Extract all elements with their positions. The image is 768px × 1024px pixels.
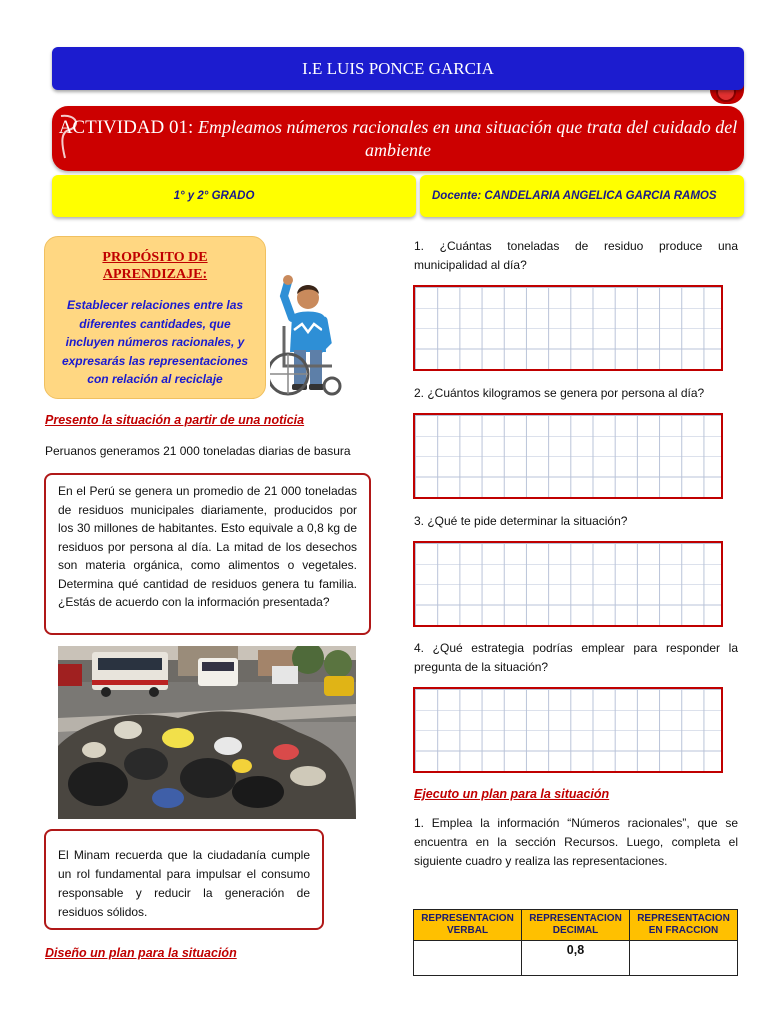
- cell-fraction[interactable]: [630, 941, 738, 976]
- cell-verbal[interactable]: [414, 941, 522, 976]
- answer-grid-3[interactable]: [413, 541, 723, 627]
- school-name-bar: [52, 47, 744, 90]
- answer-grid-2[interactable]: [413, 413, 723, 499]
- task-1-text: 1. Emplea la información “Números racionales”, que se encuentra en la sección Recursos. Luego, completa el siguiente cuadro y realiza las representaciones.: [414, 816, 738, 868]
- garbage-street-photo: [58, 646, 356, 819]
- purpose-text: Establecer relaciones entre las diferentes cantidades, que incluyen números racionales, y expresarás las representaciones con relación al reciclaje: [61, 298, 249, 386]
- activity-title: Empleamos números racionales en una situación que trata del cuidado del ambiente: [198, 117, 738, 160]
- teacher-box: [420, 175, 744, 217]
- cell-decimal[interactable]: 0,8: [522, 941, 630, 976]
- purpose-card: [44, 236, 266, 399]
- banner-curl-icon: [55, 112, 85, 162]
- grade-box: [52, 175, 416, 217]
- minam-text: El Minam recuerda que la ciudadanía cumple un rol fundamental para impulsar el consumo responsable y reducir la generación de residuos sólidos.: [58, 848, 310, 919]
- table-header-row: [414, 910, 738, 941]
- question-3: 3. ¿Qué te pide determinar la situación?: [414, 514, 628, 528]
- news-title: Peruanos generamos 21 000 toneladas diarias de basura: [45, 444, 351, 458]
- wheelchair-student-icon: [270, 266, 346, 402]
- story-box: [44, 473, 371, 635]
- present-situation-heading: Presento la situación a partir de una noticia: [45, 413, 305, 427]
- teacher-label: Docente: CANDELARIA ANGELICA GARCIA RAMOS: [432, 190, 717, 202]
- question-2: 2. ¿Cuántos kilogramos se genera por persona al día?: [414, 386, 705, 400]
- representation-table: [413, 909, 738, 976]
- table-header-decimal: REPRESENTACION DECIMAL: [522, 910, 630, 941]
- table-row: [414, 941, 738, 976]
- school-name: I.E LUIS PONCE GARCIA: [302, 58, 494, 78]
- activity-banner: ACTIVIDAD 01: Empleamos números racionales en una situación que trata del cuidado del ambiente: [52, 106, 744, 171]
- answer-grid-1[interactable]: [413, 285, 723, 371]
- table-header-verbal: REPRESENTACION VERBAL: [414, 910, 522, 941]
- grade-label: 1° y 2° GRADO: [173, 190, 255, 202]
- answer-grid-4[interactable]: [413, 687, 723, 773]
- activity-label: ACTIVIDAD 01: [58, 117, 188, 138]
- execute-plan-heading: Ejecuto un plan para la situación: [414, 787, 610, 801]
- design-plan-heading: Diseño un plan para la situación: [45, 946, 237, 960]
- minam-box: [44, 829, 324, 930]
- question-1: 1. ¿Cuántas toneladas de residuo produce una municipalidad al día?: [414, 239, 738, 272]
- story-text: En el Perú se genera un promedio de 21 000 toneladas de residuos municipales diariamente, producidos por los 30 millones de habitantes. Esto equivale a 0,8 kg de residuos por persona al día. La mitad de los desechos son materia orgánica, como alimentos o vegetales. Determina qué cantidad de residuos genera tu familia. ¿Estás de acuerdo con la información presentada?: [58, 484, 357, 609]
- purpose-title: PROPÓSITO DE APRENDIZAJE:: [102, 250, 208, 282]
- question-4: 4. ¿Qué estrategia podrías emplear para responder la pregunta de la situación?: [414, 641, 738, 674]
- table-header-fraction: REPRESENTACION EN FRACCION: [630, 910, 738, 941]
